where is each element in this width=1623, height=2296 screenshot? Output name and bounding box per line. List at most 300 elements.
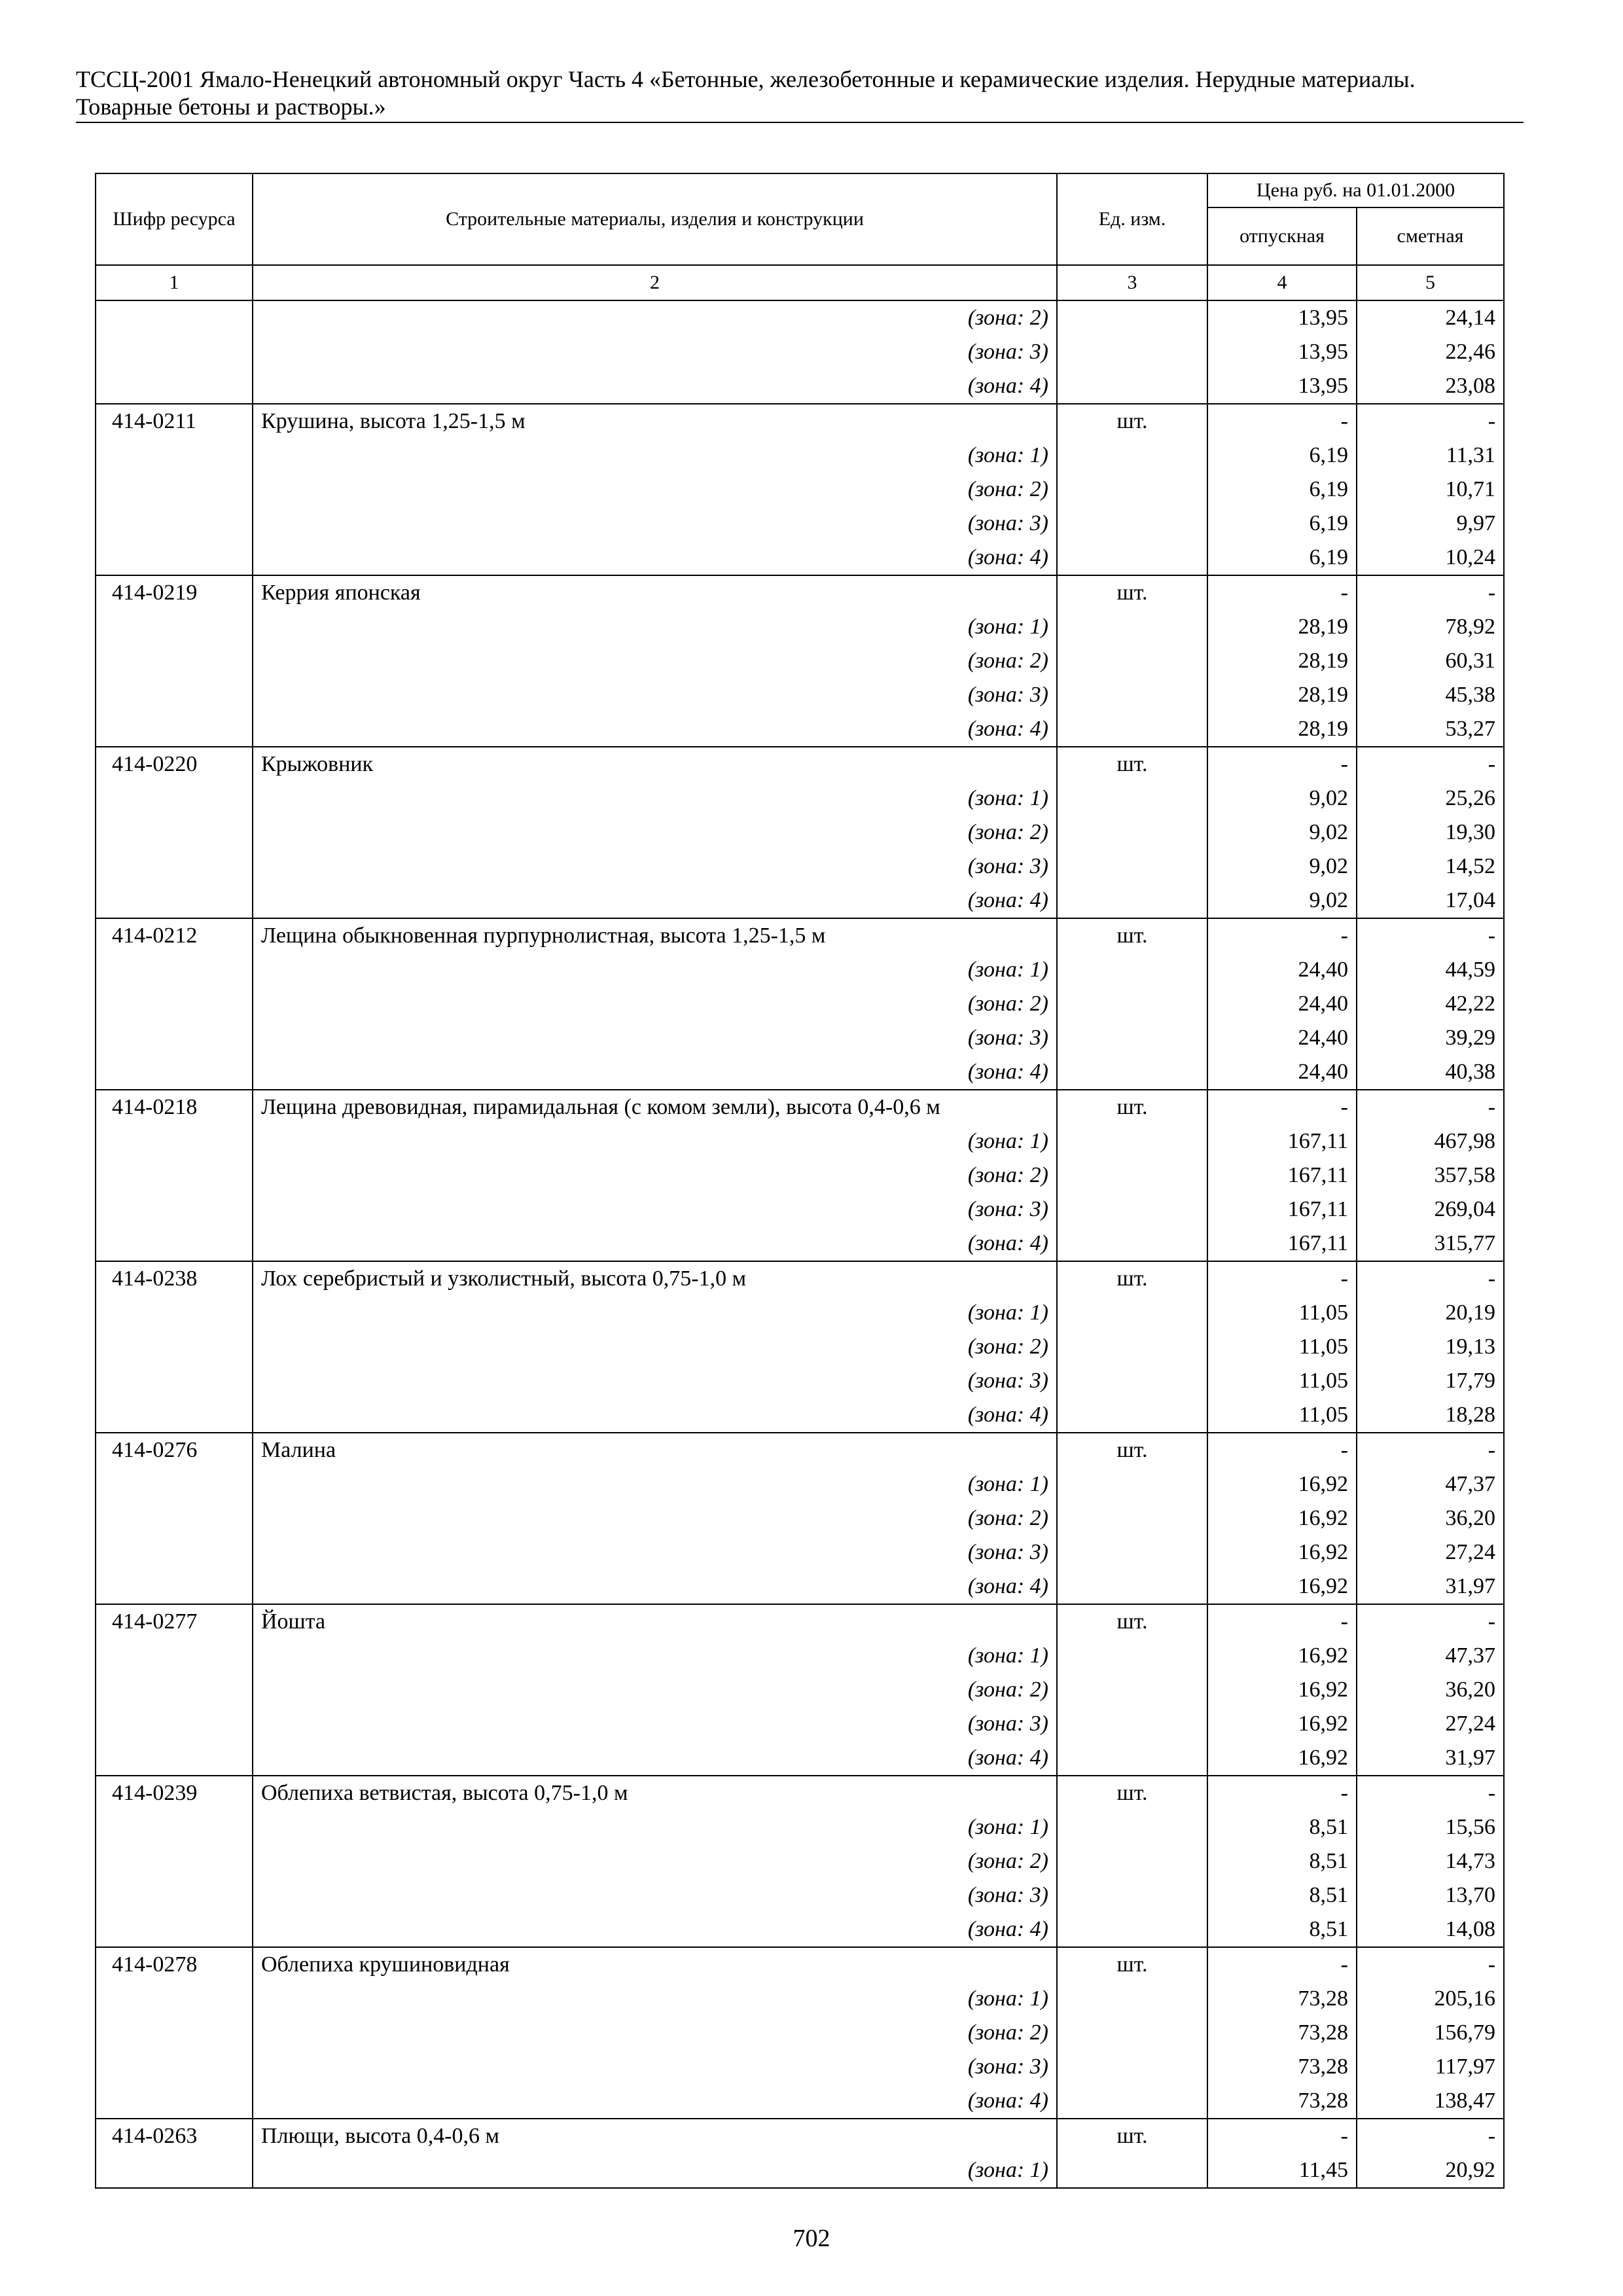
unit-cell xyxy=(1057,953,1207,987)
unit-cell xyxy=(1057,2016,1207,2050)
table-row xyxy=(96,850,1504,884)
release-price: 6,19 xyxy=(1207,541,1357,575)
estimate-price: 315,77 xyxy=(1357,1227,1504,1261)
table-row xyxy=(96,541,1504,575)
unit-cell xyxy=(1057,1639,1207,1673)
table-row xyxy=(96,816,1504,850)
unit-cell xyxy=(1057,1707,1207,1741)
estimate-price: 31,97 xyxy=(1357,1741,1504,1776)
zone-label: (зона: 4) xyxy=(253,1398,1057,1433)
estimate-price: - xyxy=(1357,1261,1504,1296)
zone-label: (зона: 2) xyxy=(253,2016,1057,2050)
table-row xyxy=(96,575,1504,610)
resource-code-cell xyxy=(96,644,253,678)
zone-label: (зона: 2) xyxy=(253,1330,1057,1364)
unit-cell xyxy=(1057,1741,1207,1776)
release-price: 16,92 xyxy=(1207,1639,1357,1673)
table-row xyxy=(96,678,1504,712)
unit-cell xyxy=(1057,1673,1207,1707)
release-price: 16,92 xyxy=(1207,1673,1357,1707)
estimate-price: - xyxy=(1357,575,1504,610)
resource-code-cell xyxy=(96,1570,253,1604)
resource-code: 414-0218 xyxy=(96,1090,253,1124)
release-price: 9,02 xyxy=(1207,884,1357,918)
release-price: - xyxy=(1207,747,1357,781)
release-price: - xyxy=(1207,1604,1357,1639)
table-row xyxy=(96,1776,1504,1810)
estimate-price: 45,38 xyxy=(1357,678,1504,712)
release-price: 16,92 xyxy=(1207,1707,1357,1741)
estimate-price: 14,08 xyxy=(1357,1912,1504,1947)
resource-code-cell xyxy=(96,1296,253,1330)
release-price: 8,51 xyxy=(1207,1810,1357,1844)
material-name: Облепиха крушиновидная xyxy=(253,1947,1057,1982)
zone-label: (зона: 3) xyxy=(253,1364,1057,1398)
resource-code-cell xyxy=(96,369,253,404)
release-price: 28,19 xyxy=(1207,610,1357,644)
unit-of-measure: шт. xyxy=(1057,1776,1207,1810)
release-price: 167,11 xyxy=(1207,1193,1357,1227)
material-name: Лещина древовидная, пирамидальная (с комом земли), высота 0,4-0,6 м xyxy=(253,1090,1057,1124)
release-price: 167,11 xyxy=(1207,1227,1357,1261)
estimate-price: 31,97 xyxy=(1357,1570,1504,1604)
resource-code: 414-0220 xyxy=(96,747,253,781)
estimate-price: 205,16 xyxy=(1357,1982,1504,2016)
unit-cell xyxy=(1057,507,1207,541)
table-row xyxy=(96,1158,1504,1193)
release-price: 9,02 xyxy=(1207,816,1357,850)
zone-label: (зона: 4) xyxy=(253,1570,1057,1604)
header-estimate-price: сметная xyxy=(1357,207,1504,265)
release-price: 28,19 xyxy=(1207,678,1357,712)
estimate-price: 14,73 xyxy=(1357,1844,1504,1878)
estimate-price: 20,19 xyxy=(1357,1296,1504,1330)
resource-code-cell xyxy=(96,2084,253,2119)
table-row xyxy=(96,1947,1504,1982)
zone-label: (зона: 3) xyxy=(253,2050,1057,2084)
unit-of-measure: шт. xyxy=(1057,1433,1207,1467)
unit-cell xyxy=(1057,884,1207,918)
unit-of-measure: шт. xyxy=(1057,1604,1207,1639)
resource-code-cell xyxy=(96,1055,253,1090)
unit-cell xyxy=(1057,439,1207,473)
estimate-price: - xyxy=(1357,404,1504,439)
table-row xyxy=(96,1433,1504,1467)
estimate-price: 22,46 xyxy=(1357,335,1504,369)
release-price: 167,11 xyxy=(1207,1158,1357,1193)
zone-label: (зона: 1) xyxy=(253,1810,1057,1844)
estimate-price: 47,37 xyxy=(1357,1467,1504,1501)
estimate-price: 9,97 xyxy=(1357,507,1504,541)
release-price: 24,40 xyxy=(1207,1021,1357,1055)
resource-code-cell xyxy=(96,1124,253,1158)
estimate-price: 13,70 xyxy=(1357,1878,1504,1912)
release-price: 9,02 xyxy=(1207,781,1357,816)
release-price: 11,05 xyxy=(1207,1398,1357,1433)
zone-label: (зона: 3) xyxy=(253,1021,1057,1055)
release-price: - xyxy=(1207,1947,1357,1982)
table-row xyxy=(96,404,1504,439)
unit-cell xyxy=(1057,369,1207,404)
header-unit: Ед. изм. xyxy=(1057,173,1207,265)
zone-label: (зона: 4) xyxy=(253,712,1057,747)
table-row xyxy=(96,918,1504,953)
estimate-price: 138,47 xyxy=(1357,2084,1504,2119)
resource-code-cell xyxy=(96,1021,253,1055)
release-price: 16,92 xyxy=(1207,1467,1357,1501)
table-row xyxy=(96,644,1504,678)
zone-label: (зона: 2) xyxy=(253,816,1057,850)
table-row xyxy=(96,1982,1504,2016)
unit-cell xyxy=(1057,1535,1207,1570)
estimate-price: 36,20 xyxy=(1357,1673,1504,1707)
table-row xyxy=(96,300,1504,335)
estimate-price: 357,58 xyxy=(1357,1158,1504,1193)
zone-label: (зона: 1) xyxy=(253,1124,1057,1158)
resource-code-cell xyxy=(96,953,253,987)
estimate-price: 23,08 xyxy=(1357,369,1504,404)
resource-code-cell xyxy=(96,850,253,884)
material-name: Лещина обыкновенная пурпурнолистная, высота 1,25-1,5 м xyxy=(253,918,1057,953)
zone-label: (зона: 4) xyxy=(253,1055,1057,1090)
unit-cell xyxy=(1057,1810,1207,1844)
table-row xyxy=(96,1604,1504,1639)
unit-cell xyxy=(1057,1878,1207,1912)
resource-code-cell xyxy=(96,1912,253,1947)
estimate-price: 18,28 xyxy=(1357,1398,1504,1433)
table-row xyxy=(96,712,1504,747)
estimate-price: 42,22 xyxy=(1357,987,1504,1021)
release-price: 6,19 xyxy=(1207,507,1357,541)
estimate-price: 78,92 xyxy=(1357,610,1504,644)
zone-label: (зона: 3) xyxy=(253,850,1057,884)
release-price: - xyxy=(1207,918,1357,953)
release-price: 73,28 xyxy=(1207,2050,1357,2084)
resource-code-cell xyxy=(96,1398,253,1433)
estimate-price: - xyxy=(1357,2119,1504,2153)
table-row xyxy=(96,1707,1504,1741)
estimate-price: - xyxy=(1357,747,1504,781)
zone-label: (зона: 1) xyxy=(253,953,1057,987)
table-row xyxy=(96,507,1504,541)
unit-cell xyxy=(1057,781,1207,816)
material-name: Керрия японская xyxy=(253,575,1057,610)
resource-code-cell xyxy=(96,1364,253,1398)
resource-code-cell xyxy=(96,1193,253,1227)
unit-cell xyxy=(1057,335,1207,369)
resource-code-cell xyxy=(96,712,253,747)
unit-cell xyxy=(1057,473,1207,507)
resource-code-cell xyxy=(96,1535,253,1570)
zone-label: (зона: 1) xyxy=(253,1982,1057,2016)
table-row xyxy=(96,987,1504,1021)
column-number: 2 xyxy=(253,265,1057,300)
unit-cell xyxy=(1057,1364,1207,1398)
table-row xyxy=(96,1535,1504,1570)
estimate-price: 24,14 xyxy=(1357,300,1504,335)
material-name: Крыжовник xyxy=(253,747,1057,781)
resource-code-cell xyxy=(96,1467,253,1501)
release-price: - xyxy=(1207,1090,1357,1124)
resource-code-cell xyxy=(96,1741,253,1776)
column-number: 3 xyxy=(1057,265,1207,300)
release-price: 6,19 xyxy=(1207,439,1357,473)
unit-cell xyxy=(1057,2084,1207,2119)
resource-code-cell xyxy=(96,1330,253,1364)
release-price: 13,95 xyxy=(1207,300,1357,335)
zone-label: (зона: 3) xyxy=(253,1878,1057,1912)
release-price: 16,92 xyxy=(1207,1570,1357,1604)
header-name: Строительные материалы, изделия и конструкции xyxy=(253,173,1057,265)
unit-cell xyxy=(1057,2153,1207,2188)
estimate-price: 17,04 xyxy=(1357,884,1504,918)
estimate-price: 15,56 xyxy=(1357,1810,1504,1844)
unit-of-measure: шт. xyxy=(1057,404,1207,439)
zone-label: (зона: 3) xyxy=(253,507,1057,541)
zone-label: (зона: 2) xyxy=(253,1673,1057,1707)
zone-label: (зона: 4) xyxy=(253,369,1057,404)
table-row xyxy=(96,1055,1504,1090)
estimate-price: - xyxy=(1357,1776,1504,1810)
estimate-price: 27,24 xyxy=(1357,1535,1504,1570)
zone-label: (зона: 3) xyxy=(253,1535,1057,1570)
release-price: - xyxy=(1207,2119,1357,2153)
resource-code-cell xyxy=(96,1810,253,1844)
zone-label: (зона: 2) xyxy=(253,1501,1057,1535)
unit-of-measure: шт. xyxy=(1057,747,1207,781)
unit-cell xyxy=(1057,1193,1207,1227)
unit-cell xyxy=(1057,2050,1207,2084)
table-row xyxy=(96,1364,1504,1398)
unit-cell xyxy=(1057,1912,1207,1947)
table-row xyxy=(96,369,1504,404)
table-row xyxy=(96,1090,1504,1124)
table-row xyxy=(96,1844,1504,1878)
release-price: 28,19 xyxy=(1207,712,1357,747)
resource-code: 414-0278 xyxy=(96,1947,253,1982)
estimate-price: 467,98 xyxy=(1357,1124,1504,1158)
release-price: 6,19 xyxy=(1207,473,1357,507)
zone-label: (зона: 1) xyxy=(253,781,1057,816)
release-price: 16,92 xyxy=(1207,1741,1357,1776)
table-row xyxy=(96,1878,1504,1912)
estimate-price: - xyxy=(1357,1090,1504,1124)
zone-label: (зона: 2) xyxy=(253,1158,1057,1193)
unit-of-measure: шт. xyxy=(1057,575,1207,610)
resource-code-cell xyxy=(96,610,253,644)
material-name: Плющи, высота 0,4-0,6 м xyxy=(253,2119,1057,2153)
zone-label: (зона: 1) xyxy=(253,1467,1057,1501)
zone-label: (зона: 1) xyxy=(253,2153,1057,2188)
resource-code: 414-0238 xyxy=(96,1261,253,1296)
release-price: 8,51 xyxy=(1207,1844,1357,1878)
unit-cell xyxy=(1057,1296,1207,1330)
table-row xyxy=(96,884,1504,918)
release-price: 167,11 xyxy=(1207,1124,1357,1158)
estimate-price: 11,31 xyxy=(1357,439,1504,473)
zone-label: (зона: 3) xyxy=(253,335,1057,369)
resource-code-cell xyxy=(96,1982,253,2016)
document-header xyxy=(76,65,1524,120)
zone-label: (зона: 2) xyxy=(253,987,1057,1021)
estimate-price: 53,27 xyxy=(1357,712,1504,747)
table-body xyxy=(96,300,1504,2188)
resource-code-cell xyxy=(96,987,253,1021)
table-row xyxy=(96,1501,1504,1535)
table-row xyxy=(96,781,1504,816)
estimate-price: 10,24 xyxy=(1357,541,1504,575)
resource-code-cell xyxy=(96,541,253,575)
release-price: 16,92 xyxy=(1207,1535,1357,1570)
table-row xyxy=(96,1330,1504,1364)
unit-cell xyxy=(1057,541,1207,575)
unit-of-measure: шт. xyxy=(1057,918,1207,953)
table-row xyxy=(96,2050,1504,2084)
zone-label: (зона: 1) xyxy=(253,610,1057,644)
estimate-price: 27,24 xyxy=(1357,1707,1504,1741)
table-row xyxy=(96,2084,1504,2119)
table-header xyxy=(96,173,1504,300)
estimate-price: - xyxy=(1357,1604,1504,1639)
material-name: Лох серебристый и узколистный, высота 0,75-1,0 м xyxy=(253,1261,1057,1296)
estimate-price: 10,71 xyxy=(1357,473,1504,507)
page-number: 702 xyxy=(793,2225,830,2252)
material-name: Малина xyxy=(253,1433,1057,1467)
unit-cell xyxy=(1057,644,1207,678)
table-row xyxy=(96,473,1504,507)
table-row xyxy=(96,1467,1504,1501)
table-row xyxy=(96,1398,1504,1433)
resource-code: 414-0263 xyxy=(96,2119,253,2153)
table-row xyxy=(96,1741,1504,1776)
price-table xyxy=(95,173,1505,2189)
resource-code-cell xyxy=(96,1707,253,1741)
release-price: 28,19 xyxy=(1207,644,1357,678)
resource-code-cell xyxy=(96,335,253,369)
resource-code: 414-0277 xyxy=(96,1604,253,1639)
material-name: Облепиха ветвистая, высота 0,75-1,0 м xyxy=(253,1776,1057,1810)
resource-code: 414-0239 xyxy=(96,1776,253,1810)
table-row xyxy=(96,953,1504,987)
header-code: Шифр ресурса xyxy=(96,173,253,265)
release-price: 9,02 xyxy=(1207,850,1357,884)
table-row xyxy=(96,1673,1504,1707)
release-price: 73,28 xyxy=(1207,2084,1357,2119)
unit-cell xyxy=(1057,712,1207,747)
unit-cell xyxy=(1057,816,1207,850)
zone-label: (зона: 4) xyxy=(253,1227,1057,1261)
zone-label: (зона: 3) xyxy=(253,1193,1057,1227)
material-name: Йошта xyxy=(253,1604,1057,1639)
unit-of-measure: шт. xyxy=(1057,2119,1207,2153)
unit-cell xyxy=(1057,1158,1207,1193)
resource-code-cell xyxy=(96,816,253,850)
release-price: 8,51 xyxy=(1207,1878,1357,1912)
zone-label: (зона: 4) xyxy=(253,2084,1057,2119)
estimate-price: 269,04 xyxy=(1357,1193,1504,1227)
estimate-price: - xyxy=(1357,918,1504,953)
resource-code: 414-0211 xyxy=(96,404,253,439)
zone-label: (зона: 2) xyxy=(253,644,1057,678)
header-line-2: Товарные бетоны и растворы.» xyxy=(76,94,386,120)
unit-of-measure: шт. xyxy=(1057,1090,1207,1124)
resource-code-cell xyxy=(96,884,253,918)
unit-cell xyxy=(1057,1330,1207,1364)
estimate-price: 40,38 xyxy=(1357,1055,1504,1090)
table-row xyxy=(96,1296,1504,1330)
estimate-price: 44,59 xyxy=(1357,953,1504,987)
unit-cell xyxy=(1057,300,1207,335)
header-price-group: Цена руб. на 01.01.2000 xyxy=(1207,173,1504,207)
estimate-price: 19,13 xyxy=(1357,1330,1504,1364)
release-price: 11,05 xyxy=(1207,1364,1357,1398)
release-price: - xyxy=(1207,1776,1357,1810)
header-line-1: ТССЦ-2001 Ямало-Ненецкий автономный округ Часть 4 «Бетонные, железобетонные и керамические изделия. Нерудные материалы. xyxy=(76,66,1416,92)
unit-cell xyxy=(1057,1021,1207,1055)
zone-label: (зона: 4) xyxy=(253,1741,1057,1776)
release-price: - xyxy=(1207,575,1357,610)
column-number: 5 xyxy=(1357,265,1504,300)
column-number: 4 xyxy=(1207,265,1357,300)
table-row xyxy=(96,2016,1504,2050)
estimate-price: 17,79 xyxy=(1357,1364,1504,1398)
release-price: - xyxy=(1207,404,1357,439)
table-row xyxy=(96,1124,1504,1158)
table-row xyxy=(96,1227,1504,1261)
unit-cell xyxy=(1057,678,1207,712)
zone-label: (зона: 4) xyxy=(253,541,1057,575)
unit-cell xyxy=(1057,1124,1207,1158)
resource-code-cell xyxy=(96,781,253,816)
table-row xyxy=(96,610,1504,644)
release-price: 11,05 xyxy=(1207,1296,1357,1330)
estimate-price: 25,26 xyxy=(1357,781,1504,816)
resource-code-cell xyxy=(96,1878,253,1912)
unit-cell xyxy=(1057,1844,1207,1878)
table-row xyxy=(96,335,1504,369)
estimate-price: 19,30 xyxy=(1357,816,1504,850)
table-row xyxy=(96,2119,1504,2153)
table-row xyxy=(96,439,1504,473)
header-rule xyxy=(76,122,1524,123)
resource-code-cell xyxy=(96,1673,253,1707)
zone-label: (зона: 4) xyxy=(253,1912,1057,1947)
resource-code: 414-0212 xyxy=(96,918,253,953)
table-row xyxy=(96,1912,1504,1947)
release-price: 24,40 xyxy=(1207,1055,1357,1090)
table-row xyxy=(96,1570,1504,1604)
unit-cell xyxy=(1057,1398,1207,1433)
column-number: 1 xyxy=(96,265,253,300)
unit-cell xyxy=(1057,1982,1207,2016)
unit-of-measure: шт. xyxy=(1057,1261,1207,1296)
zone-label: (зона: 2) xyxy=(253,1844,1057,1878)
resource-code-cell xyxy=(96,300,253,335)
zone-label: (зона: 3) xyxy=(253,1707,1057,1741)
material-name: Крушина, высота 1,25-1,5 м xyxy=(253,404,1057,439)
table-row xyxy=(96,747,1504,781)
estimate-price: 156,79 xyxy=(1357,2016,1504,2050)
estimate-price: 14,52 xyxy=(1357,850,1504,884)
table-row xyxy=(96,1810,1504,1844)
unit-cell xyxy=(1057,1227,1207,1261)
estimate-price: 117,97 xyxy=(1357,2050,1504,2084)
unit-cell xyxy=(1057,1055,1207,1090)
unit-of-measure: шт. xyxy=(1057,1947,1207,1982)
unit-cell xyxy=(1057,610,1207,644)
resource-code-cell xyxy=(96,1227,253,1261)
estimate-price: 36,20 xyxy=(1357,1501,1504,1535)
